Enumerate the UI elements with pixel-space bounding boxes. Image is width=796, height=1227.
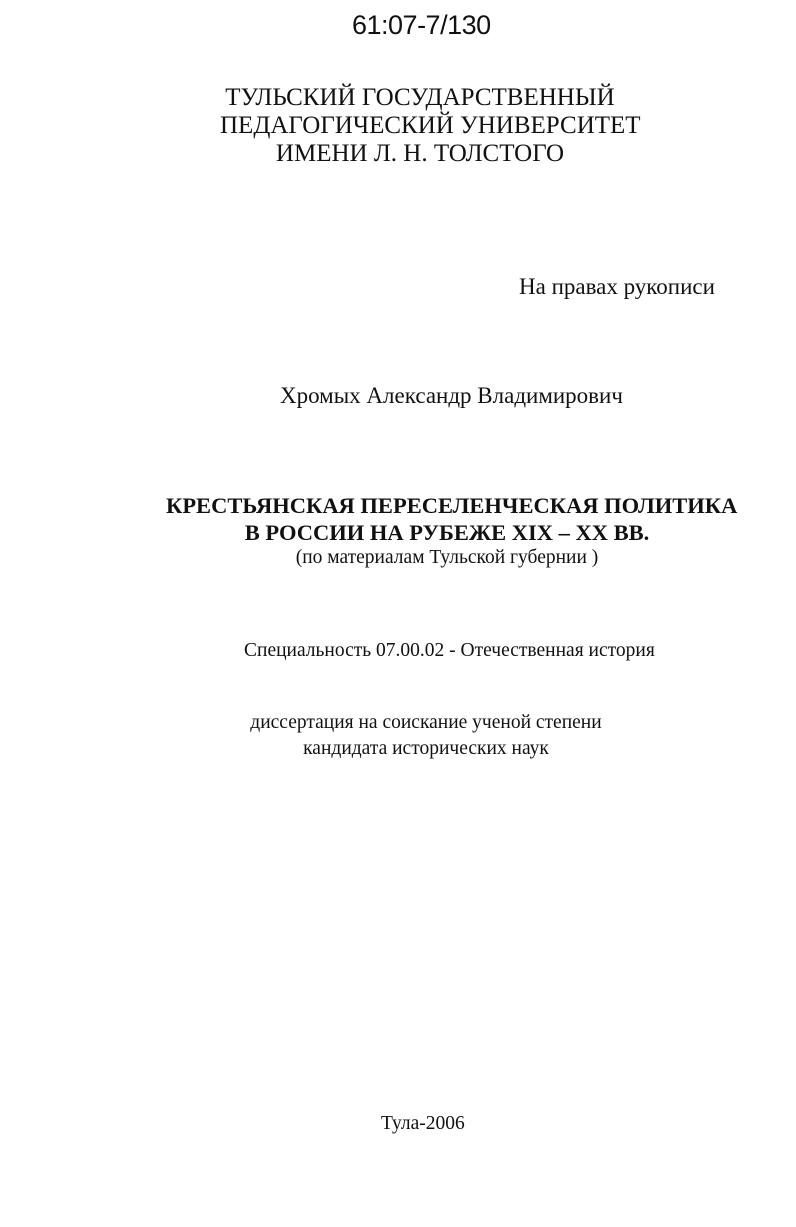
degree-line-1: диссертация на соискание ученой степени	[250, 712, 602, 733]
call-number: 61:07-7/130	[352, 10, 491, 40]
dissertation-title	[166, 492, 738, 570]
manuscript-note: На правах рукописи	[519, 274, 715, 299]
place-year: Тула-2006	[381, 1113, 465, 1134]
university-name	[220, 84, 641, 168]
author-name: Хромых Александр Владимирович	[280, 383, 623, 408]
university-line-2: ПЕДАГОГИЧЕСКИЙ УНИВЕРСИТЕТ	[220, 112, 641, 139]
title-subtitle: (по материалам Тульской губернии )	[295, 547, 599, 568]
degree-line-2: кандидата исторических наук	[303, 738, 549, 759]
university-line-3: ИМЕНИ Л. Н. ТОЛСТОГО	[275, 140, 565, 167]
title-line-2: В РОССИИ НА РУБЕЖЕ XIX – XX ВВ.	[244, 520, 650, 545]
university-line-1: ТУЛЬСКИЙ ГОСУДАРСТВЕННЫЙ	[225, 84, 615, 111]
title-line-1: КРЕСТЬЯНСКАЯ ПЕРЕСЕЛЕНЧЕСКАЯ ПОЛИТИКА	[166, 493, 738, 518]
degree-statement	[220, 710, 632, 762]
specialty: Специальность 07.00.02 - Отечественная история	[244, 640, 655, 661]
